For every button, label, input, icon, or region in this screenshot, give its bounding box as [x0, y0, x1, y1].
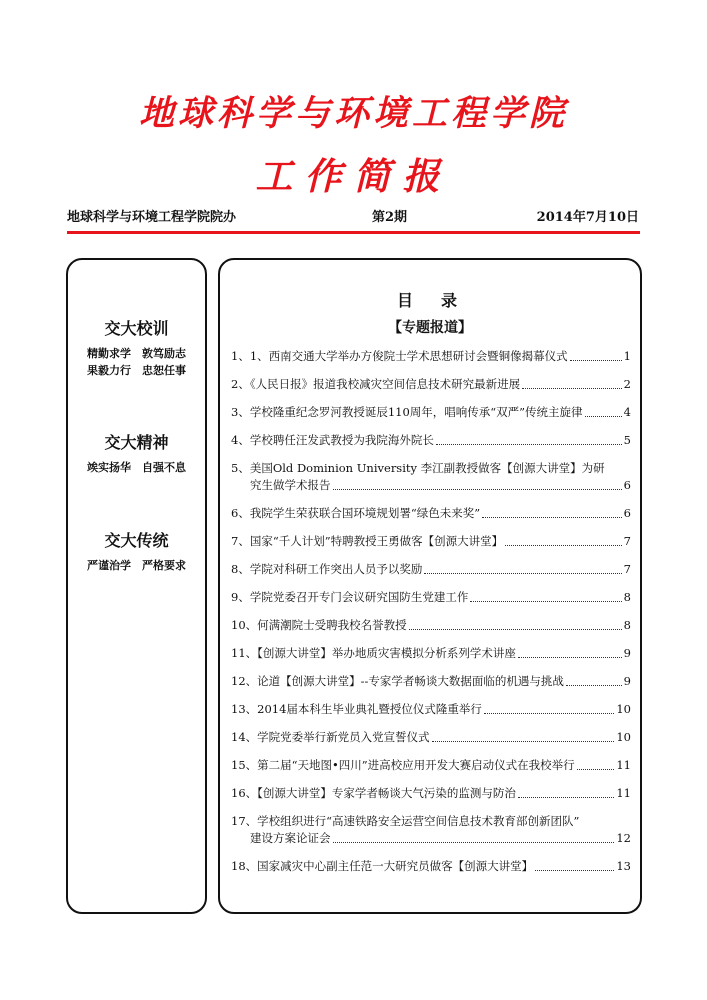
toc-leader-dots — [484, 713, 614, 714]
toc-leader-dots — [436, 444, 622, 445]
toc-leader-dots — [470, 601, 621, 602]
toc-entry[interactable] — [231, 404, 631, 421]
motto-title: 交大传统 — [104, 531, 169, 550]
toc-page-number: 12 — [616, 831, 631, 845]
toc-entry-title: 8、学院对科研工作突出人员予以奖励 — [231, 562, 423, 576]
toc-entry-title: 13、2014届本科生毕业典礼暨授位仪式隆重举行 — [231, 702, 482, 716]
toc-list — [231, 348, 631, 886]
issue-date: 2014年7月10日 — [536, 210, 639, 225]
toc-page-number: 5 — [623, 433, 631, 447]
toc-page-number: 11 — [616, 786, 631, 800]
toc-entry-title: 12、论道【创源大讲堂】--专家学者畅谈大数据面临的机遇与挑战 — [231, 674, 564, 688]
toc-leader-dots — [570, 360, 622, 361]
toc-entry[interactable] — [231, 617, 631, 634]
toc-page-number: 13 — [616, 859, 631, 873]
toc-leader-dots — [409, 629, 622, 630]
toc-page-number: 11 — [616, 758, 631, 772]
toc-entry-title-continued: 究生做学术报告 — [250, 478, 331, 492]
motto-title: 交大校训 — [104, 319, 169, 338]
toc-entry[interactable] — [231, 858, 631, 875]
toc-leader-dots — [518, 657, 622, 658]
toc-entry-title-continued: 建设方案论证会 — [250, 831, 331, 845]
toc-leader-dots — [333, 842, 615, 843]
toc-leader-dots — [432, 741, 615, 742]
motto-line: 精勤求学 敦笃励志 — [87, 347, 186, 360]
toc-entry[interactable] — [231, 785, 631, 802]
toc-entry[interactable] — [231, 757, 631, 774]
motto-line: 果毅力行 忠恕任事 — [87, 364, 186, 377]
toc-leader-dots — [505, 545, 622, 546]
toc-page-number: 9 — [623, 674, 631, 688]
toc-entry[interactable] — [231, 645, 631, 662]
toc-leader-dots — [333, 489, 622, 490]
toc-entry[interactable] — [231, 701, 631, 718]
toc-entry[interactable] — [231, 533, 631, 550]
toc-page-number: 2 — [623, 377, 631, 391]
toc-entry-title: 5、美国Old Dominion University 李江副教授做客【创源大讲堂】为研 — [231, 461, 605, 475]
toc-entry-title: 7、国家“千人计划”特聘教授王勇做客【创源大讲堂】 — [231, 534, 504, 548]
toc-entry-title: 3、学校隆重纪念罗河教授诞辰110周年，唱响传承“双严”传统主旋律 — [231, 405, 583, 419]
toc-entry-title: 6、我院学生荣获联合国环境规划署“绿色未来奖” — [231, 506, 481, 520]
toc-page-number: 6 — [623, 478, 631, 492]
motto-block-spirit — [68, 430, 205, 476]
toc-page-number: 4 — [623, 405, 631, 419]
toc-page-number: 9 — [623, 646, 631, 660]
toc-entry[interactable] — [231, 729, 631, 746]
motto-block-motto — [68, 316, 205, 379]
toc-leader-dots — [566, 685, 622, 686]
motto-block-tradition — [68, 528, 205, 574]
toc-entry-title: 2、《人民日报》报道我校减灾空间信息技术研究最新进展 — [231, 377, 521, 391]
toc-page-number: 10 — [616, 702, 631, 716]
motto-title: 交大精神 — [104, 433, 169, 452]
toc-title: 目 录 — [396, 291, 463, 310]
toc-entry[interactable] — [231, 348, 631, 365]
toc-leader-dots — [585, 416, 622, 417]
toc-page-number: 6 — [623, 506, 631, 520]
toc-entry-title: 9、学院党委召开专门会议研究国防生党建工作 — [231, 590, 469, 604]
toc-entry[interactable] — [231, 561, 631, 578]
toc-entry-title: 4、学校聘任汪发武教授为我院海外院长 — [231, 433, 434, 447]
toc-page-number: 1 — [623, 349, 631, 363]
toc-entry-title: 10、何满潮院士受聘我校名誉教授 — [231, 618, 407, 632]
toc-leader-dots — [424, 573, 621, 574]
header-divider — [67, 231, 640, 234]
toc-leader-dots — [577, 769, 615, 770]
toc-page-number: 7 — [623, 534, 631, 548]
issue-number: 第2期 — [372, 210, 408, 225]
toc-section-heading: 【专题报道】 — [388, 320, 472, 336]
toc-entry[interactable] — [231, 376, 631, 393]
toc-entry[interactable] — [231, 589, 631, 606]
issuer-text: 地球科学与环境工程学院院办 — [67, 210, 237, 225]
toc-entry[interactable] — [231, 813, 631, 847]
toc-entry[interactable] — [231, 505, 631, 522]
toc-entry-title: 15、第二届“天地图•四川”进高校应用开发大赛启动仪式在我校举行 — [231, 758, 575, 772]
toc-entry-title: 18、国家减灾中心副主任范一大研究员做客【创源大讲堂】 — [231, 859, 534, 873]
issue-info-row — [67, 206, 639, 226]
toc-entry-title: 11、【创源大讲堂】举办地质灾害模拟分析系列学术讲座 — [231, 646, 516, 660]
toc-entry-title: 16、【创源大讲堂】专家学者畅谈大气污染的监测与防治 — [231, 786, 516, 800]
header-title-line1: 地球科学与环境工程学院 — [138, 93, 568, 134]
toc-page-number: 8 — [623, 590, 631, 604]
toc-page-number: 8 — [623, 618, 631, 632]
toc-entry-title: 1、1、西南交通大学举办方俊院士学术思想研讨会暨铜像揭幕仪式 — [231, 349, 568, 363]
table-of-contents-box — [218, 258, 642, 914]
toc-page-number: 7 — [623, 562, 631, 576]
toc-leader-dots — [522, 388, 622, 389]
toc-entry[interactable] — [231, 460, 631, 494]
motto-line: 竢实扬华 自强不息 — [87, 461, 186, 474]
toc-entry-title: 17、学校组织进行“高速铁路安全运营空间信息技术教育部创新团队” — [231, 814, 580, 828]
toc-leader-dots — [482, 517, 622, 518]
toc-leader-dots — [535, 870, 614, 871]
toc-entry[interactable] — [231, 432, 631, 449]
toc-entry-title: 14、学院党委举行新党员入党宣誓仪式 — [231, 730, 430, 744]
toc-leader-dots — [518, 797, 614, 798]
toc-page-number: 10 — [616, 730, 631, 744]
motto-line: 严谨治学 严格要求 — [87, 559, 186, 572]
motto-sidebar — [66, 258, 207, 914]
toc-entry[interactable] — [231, 673, 631, 690]
header-title-line2: 工作简报 — [255, 154, 452, 198]
